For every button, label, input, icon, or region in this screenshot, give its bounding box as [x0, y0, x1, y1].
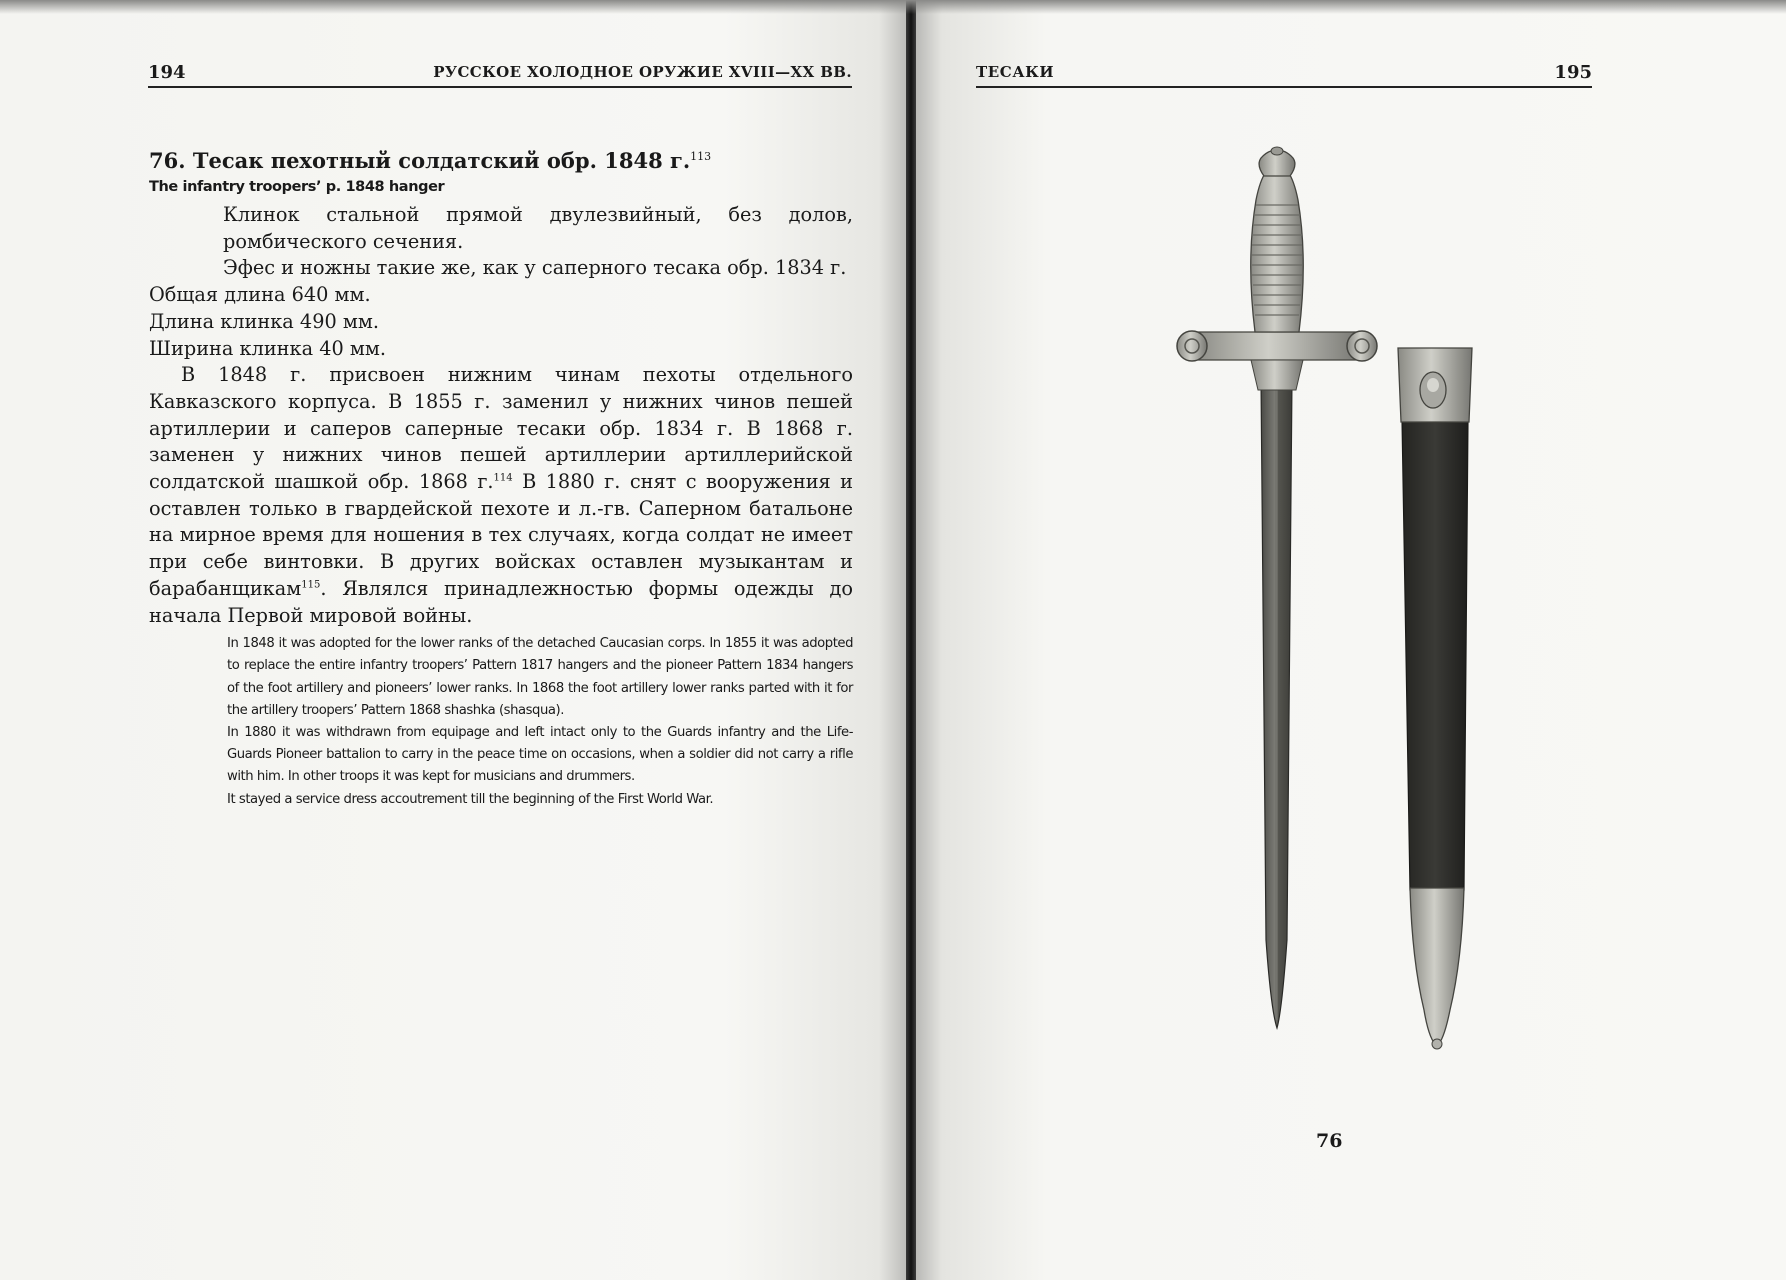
paragraph-history	[149, 362, 853, 629]
article-title-text: 76. Тесак пехотный солдатский обр. 1848 г.	[149, 148, 691, 173]
english-paragraph-1: In 1848 it was adopted for the lower ranks of the detached Caucasian corps. In 1855 it was adopted to replace the entire infantry troopers’ Pattern 1817 hangers and the pioneer Pattern 1834 hangers of the foot artillery and pioneers’ lower ranks. In 1868 the foot artillery lower ranks parted with it for the artillery troopers’ Pattern 1868 shashka (shasqua).	[227, 636, 853, 718]
paragraph-blade: Клинок стальной прямой двулезвийный, без долов, ромбического сечения.	[223, 203, 853, 253]
article-title	[149, 142, 853, 176]
article-76	[149, 142, 853, 811]
guard-langet	[1251, 360, 1303, 390]
footnote-ref-115: 115	[301, 579, 321, 591]
history-text-1: В 1848 г. присвоен нижним чинам пехоты отдельного Кавказского корпуса. В 1855 г. заменил у нижних чинов пешей артиллерии и саперов саперные тесаки обр. 1834 г. В 1868 г. заменен у нижних чинов пешей артиллерии артиллерийской солдатской шашкой обр. 1868 г.	[149, 363, 853, 494]
hanger-figure	[916, 0, 1786, 1280]
english-summary	[227, 633, 853, 811]
history-text-3: . Являлся принадлежностью формы одежды до начала Первой мировой войны.	[149, 576, 853, 627]
article-subtitle-english: The infantry troopers’ p. 1848 hanger	[149, 179, 445, 195]
running-title-left: РУССКОЕ ХОЛОДНОЕ ОРУЖИЕ XVIII—XX ВВ.	[433, 63, 852, 81]
paragraph-hilt: Эфес и ножны такие же, как у саперного тесака обр. 1834 г.	[223, 256, 847, 280]
locket-stud-highlight	[1427, 378, 1439, 392]
page-number-right: 195	[1554, 62, 1592, 83]
history-text-2: В 1880 г. снят с вооружения и оставлен только в гвардейской пехоте и л.-гв. Саперном батальоне на мирное время для ношения в тех случаях, когда солдат не имеет при себе винтовки. В других войсках оставлен музыкантам и барабанщикам	[149, 470, 853, 600]
right-page	[916, 0, 1786, 1280]
chape-ball	[1432, 1039, 1442, 1049]
english-paragraph-2: In 1880 it was withdrawn from equipage and left intact only to the Guards infantry and the Life-Guards Pioneer battalion to carry in the peace time on occasions, when a soldier did not carry a rifle with him. In other troops it was kept for musicians and drummers.	[227, 725, 853, 785]
english-paragraph-3: It stayed a service dress accoutrement till the beginning of the First World War.	[227, 791, 714, 807]
scabbard	[1398, 348, 1472, 1049]
footnote-ref-114: 114	[493, 472, 513, 484]
figure-number: 76	[1316, 1130, 1343, 1152]
footnote-ref-113: 113	[690, 150, 712, 163]
hanger-sword	[1177, 147, 1377, 1028]
hanger-grip	[1251, 172, 1304, 332]
spec-blade-length: Длина клинка 490 мм.	[149, 309, 379, 333]
page-number-left: 194	[148, 62, 186, 83]
crossguard	[1194, 332, 1360, 360]
spec-blade-width: Ширина клинка 40 мм.	[149, 336, 386, 360]
pommel-cap	[1271, 147, 1283, 155]
running-head-left	[148, 58, 852, 88]
scabbard-chape	[1410, 888, 1464, 1046]
quillon-left	[1177, 331, 1207, 361]
quillon-right	[1347, 331, 1377, 361]
spec-total-length: Общая длина 640 мм.	[149, 283, 371, 307]
running-title-right: ТЕСАКИ	[976, 63, 1055, 81]
scabbard-leather	[1402, 420, 1468, 890]
book-gutter	[906, 0, 916, 1280]
